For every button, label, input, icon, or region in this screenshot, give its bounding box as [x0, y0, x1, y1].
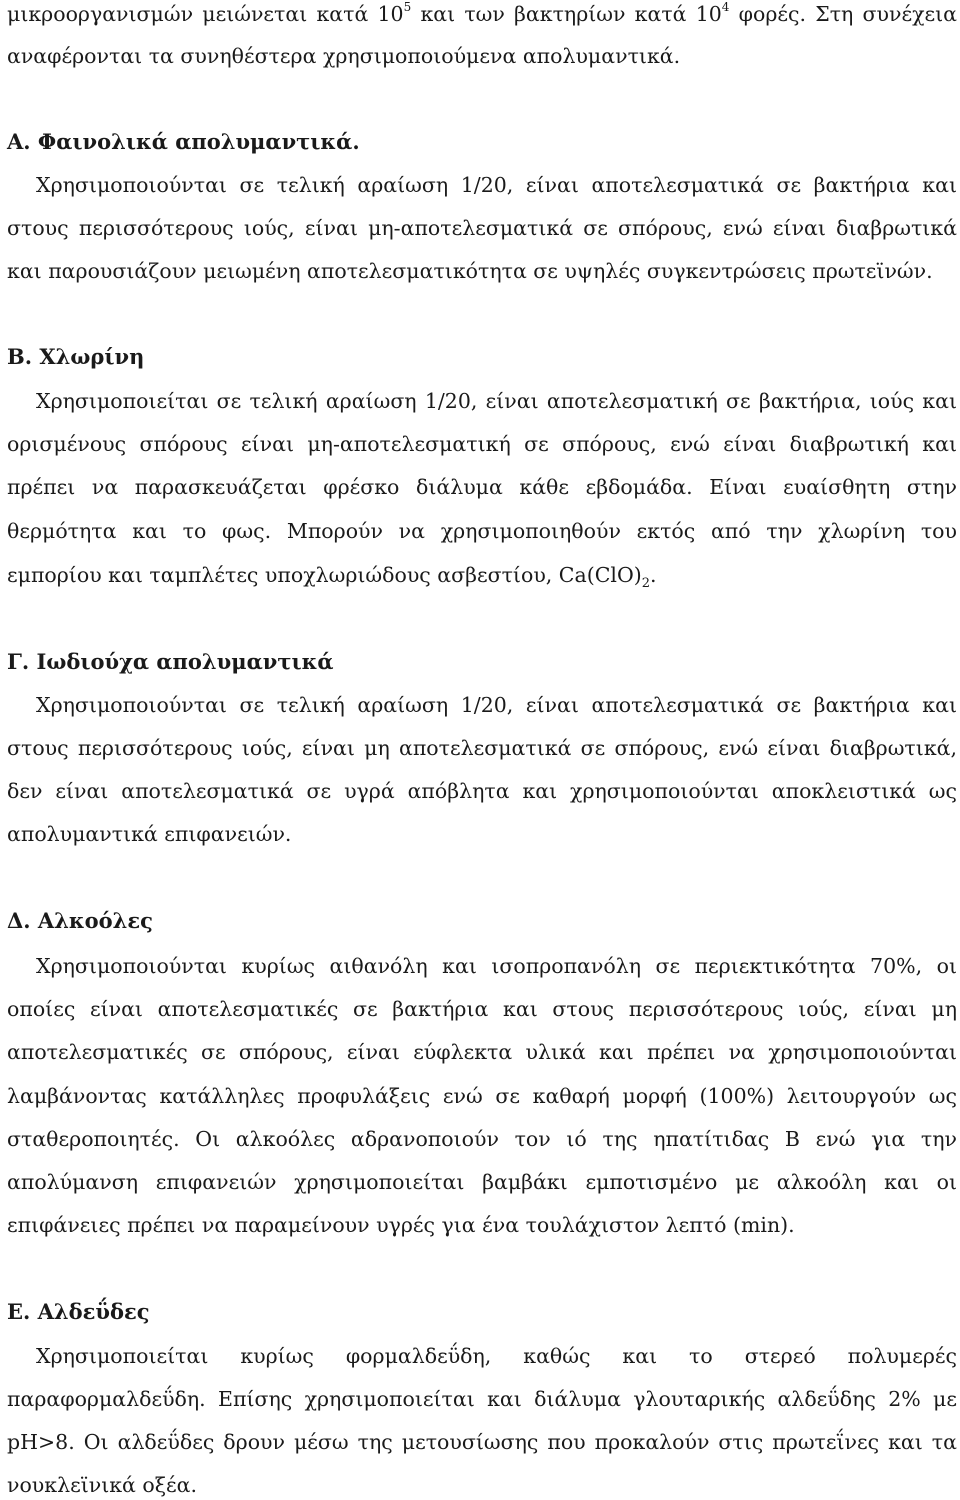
section-b-line-last: εμπορίου και ταμπλέτες υποχλωριώδους ασβεστίου, $Ca(ClO)_2$. [7, 563, 657, 592]
section-c-line: απολυμαντικά επιφανειών. [7, 822, 292, 846]
intro-line-1: μικροοργανισμών μειώνεται κατά $10^5$ και των βακτηρίων κατά $10^4$ φορές. Στη συνέχεια [7, 0, 957, 26]
section-a-line: Χρησιμοποιούνται σε τελική αραίωση 1/20, είναι αποτελεσματικά σε βακτήρια και [36, 173, 957, 197]
section-a-line: και παρουσιάζουν μειωμένη αποτελεσματικότητα σε υψηλές συγκεντρώσεις πρωτεϊνών. [7, 259, 933, 283]
section-d-line: σταθεροποιητές. Οι αλκοόλες αδρανοποιούν τον ιό της ηπατίτιδας Β ενώ για την [7, 1127, 957, 1151]
section-b-line: πρέπει να παρασκευάζεται φρέσκο διάλυμα κάθε εβδομάδα. Είναι ευαίσθητη στην [7, 475, 957, 499]
section-e-line: νουκλεϊνικά οξέα. [7, 1473, 198, 1497]
section-d-line: οποίες είναι αποτελεσματικές σε βακτήρια και στους περισσότερους ιούς, είναι μη [7, 997, 957, 1021]
section-d-line: Χρησιμοποιούνται κυρίως αιθανόλη και ισοπροπανόλη σε περιεκτικότητα 70%, οι [36, 954, 957, 978]
section-d-line: αποτελεσματικές σε σπόρους, είναι εύφλεκτα υλικά και πρέπει να χρησιμοποιούνται [7, 1040, 957, 1064]
section-e-line: Χρησιμοποιείται κυρίως φορμαλδεΰδη, καθώς και το στερεό πολυμερές [36, 1344, 957, 1368]
intro-line-2: αναφέρονται τα συνηθέστερα χρησιμοποιούμενα απολυμαντικά. [7, 44, 681, 68]
section-e-line: παραφορμαλδεΰδη. Επίσης χρησιμοποιείται και διάλυμα γλουταρικής αλδεΰδης 2% με [7, 1387, 957, 1411]
section-d-line: επιφάνειες πρέπει να παραμείνουν υγρές για ένα τουλάχιστον λεπτό (min). [7, 1213, 795, 1237]
section-c-heading: Γ. Ιωδιούχα απολυμαντικά [7, 649, 334, 674]
section-d-line: λαμβάνοντας κατάλληλες προφυλάξεις ενώ σε καθαρή μορφή (100%) λειτουργούν ως [7, 1084, 957, 1108]
section-a-line: στους περισσότερους ιούς, είναι μη-αποτελεσματικά σε σπόρους, ενώ είναι διαβρωτικά [7, 216, 957, 240]
section-b-line: θερμότητα και το φως. Μπορούν να χρησιμοποιηθούν εκτός από την χλωρίνη του [7, 519, 957, 543]
section-d-heading: Δ. Αλκοόλες [7, 908, 153, 933]
section-c-line: δεν είναι αποτελεσματικά σε υγρά απόβλητα και χρησιμοποιούνται αποκλειστικά ως [7, 779, 957, 803]
section-b-heading: Β. Χλωρίνη [7, 344, 145, 369]
section-b-line: ορισμένους σπόρους είναι μη-αποτελεσματική σε σπόρους, ενώ είναι διαβρωτική και [7, 432, 957, 456]
section-b-line: Χρησιμοποιείται σε τελική αραίωση 1/20, είναι αποτελεσματική σε βακτήρια, ιούς και [36, 389, 957, 413]
section-a-heading: Α. Φαινολικά απολυμαντικά. [7, 129, 360, 154]
section-c-line: στους περισσότερους ιούς, είναι μη αποτελεσματικά σε σπόρους, ενώ είναι διαβρωτικά, [7, 736, 957, 760]
section-c-line: Χρησιμοποιούνται σε τελική αραίωση 1/20, είναι αποτελεσματικά σε βακτήρια και [36, 693, 957, 717]
section-d-line: απολύμανση επιφανειών χρησιμοποιείται βαμβάκι εμποτισμένο με αλκοόλη και οι [7, 1170, 957, 1194]
section-e-heading: Ε. Αλδεΰδες [7, 1299, 150, 1324]
section-e-line: pH>8. Οι αλδεΰδες δρουν μέσω της μετουσίωσης που προκαλούν στις πρωτεΐνες και τα [7, 1430, 957, 1454]
